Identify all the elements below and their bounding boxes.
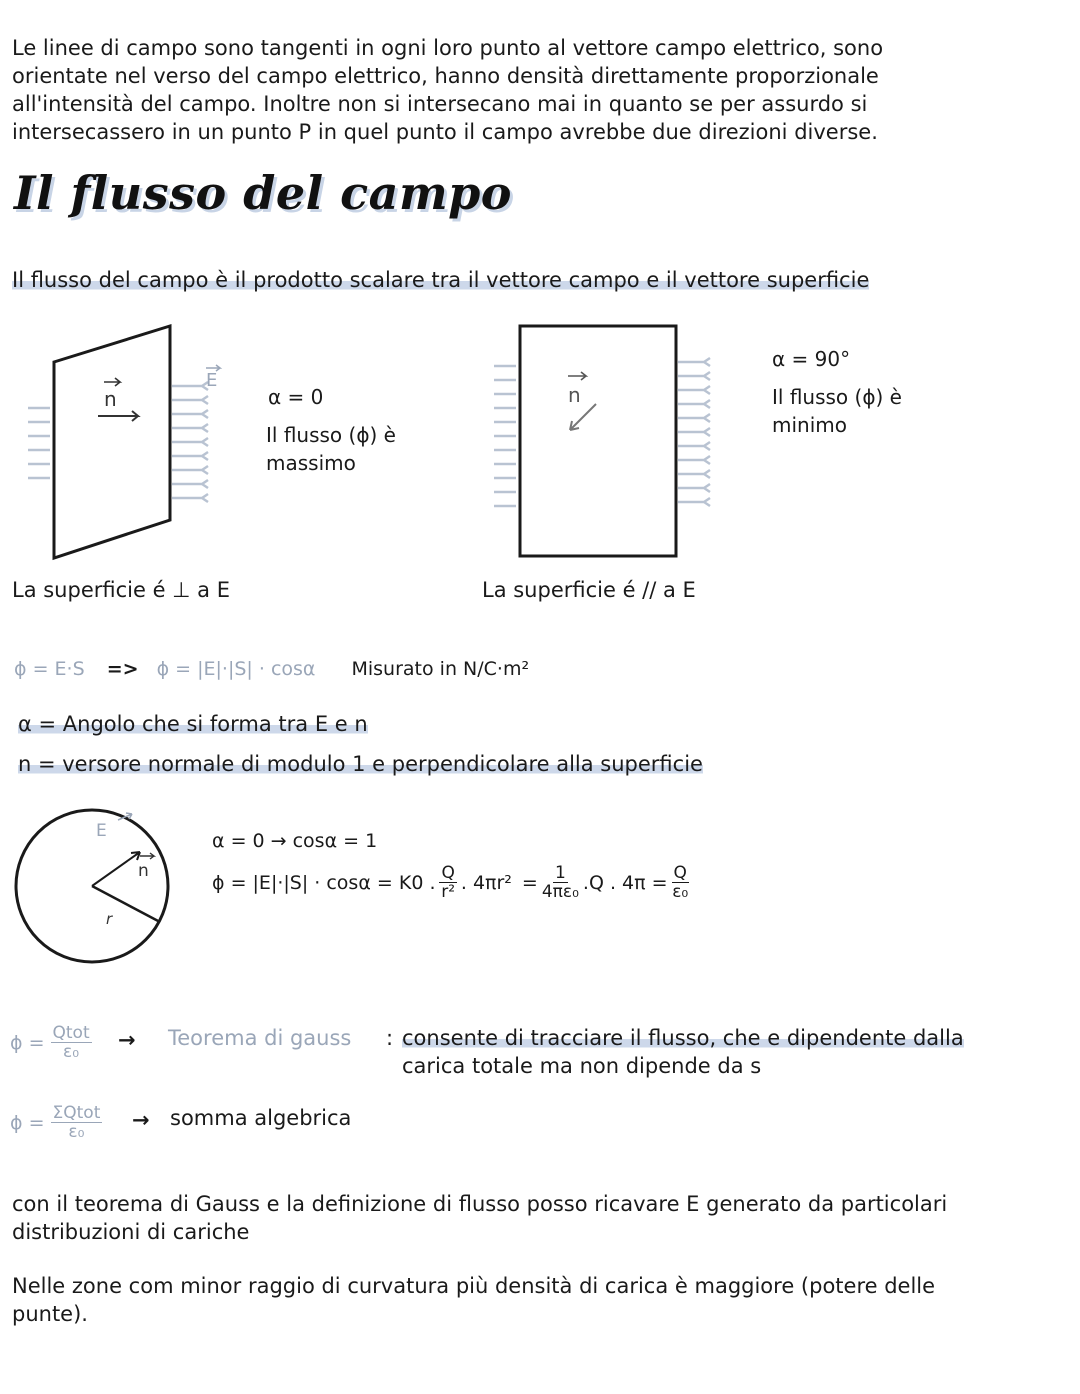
parallel-surface-diagram <box>490 318 730 568</box>
phi-cos-formula: ϕ = |E|·|S| · cosα <box>156 658 316 680</box>
intro-line: intersecassero in un punto P in quel punto il campo avrebbe due direzioni diverse. <box>12 120 878 144</box>
surface-plate <box>54 326 170 558</box>
section-title: Il flusso del campo <box>14 166 512 220</box>
gauss-eps0: ε₀ <box>63 1042 80 1062</box>
sphere-area: . 4πr² <box>460 871 512 894</box>
field-lines-left <box>28 408 50 478</box>
phi-es-formula: ϕ = E·S <box>14 658 85 680</box>
algebraic-sum-label: somma algebrica <box>170 1106 352 1130</box>
e-vector-label: E <box>206 370 218 391</box>
field-arrows-parallel-right <box>678 358 710 506</box>
eps0-denominator: ε₀ <box>672 882 689 902</box>
gauss-desc-line2: carica totale ma non dipende da s <box>402 1054 762 1078</box>
alpha-ninety-label: α = 90° <box>772 347 851 371</box>
flux-min-line1: Il flusso (ϕ) è <box>772 385 902 409</box>
sphere-flux-derivation <box>212 864 689 901</box>
gauss-desc-line1: consente di tracciare il flusso, che e dipendente dalla <box>402 1026 964 1050</box>
qtot-over-eps0 <box>51 1024 92 1061</box>
flux-max-line1: Il flusso (ϕ) è <box>266 423 396 447</box>
n-legend-text: n = versore normale di modulo 1 e perpendicolare alla superficie <box>18 752 703 776</box>
gauss-sum-formula <box>10 1104 102 1141</box>
sum-qtot-numerator: ΣQtot <box>52 1103 101 1123</box>
n-vector-hat <box>104 378 120 386</box>
conclusion-paragraph <box>12 1190 947 1246</box>
e-label-sphere: E <box>96 821 107 841</box>
q-over-eps0 <box>672 864 689 901</box>
phi-expression: ϕ = |E|·|S| · cosα = K0 . <box>212 871 436 894</box>
gauss-sum-phi: ϕ = <box>10 1111 45 1134</box>
sum-eps0: ε₀ <box>68 1122 85 1142</box>
n-label-sphere: n <box>138 861 149 881</box>
gauss-arrow: → <box>118 1028 136 1052</box>
flux-units: Misurato in N/C·m² <box>351 658 530 680</box>
flux-min-line2: minimo <box>772 413 847 437</box>
sum-qtot-over-eps0 <box>51 1104 103 1141</box>
perpendicular-caption: La superficie é ⊥ a E <box>12 578 230 602</box>
gauss-theorem-name: Teorema di gauss <box>168 1026 352 1050</box>
normal-arrow-sphere <box>92 852 140 886</box>
surface-plate-parallel <box>520 326 676 556</box>
r2-denominator: r² <box>441 882 456 902</box>
n-legend <box>18 750 703 778</box>
curvature-paragraph <box>12 1272 935 1328</box>
radius-label: r <box>106 910 113 928</box>
gauss-phi: ϕ = <box>10 1031 45 1054</box>
intro-line: Le linee di campo sono tangenti in ogni loro punto al vettore campo elettrico, sono <box>12 36 884 60</box>
sum-arrow: → <box>132 1108 150 1132</box>
intro-line: all'intensità del campo. Inoltre non si intersecano mai in quanto se per assurdo si <box>12 92 868 116</box>
field-lines-parallel-left <box>494 366 516 506</box>
cos-condition: α = 0 → cosα = 1 <box>212 830 378 852</box>
gauss-description <box>402 1024 964 1080</box>
parallel-caption: La superficie é // a E <box>482 578 696 602</box>
normal-arrow <box>98 411 138 421</box>
alpha-legend <box>18 710 368 738</box>
perpendicular-surface-diagram <box>22 320 242 570</box>
n-vector-hat-parallel <box>568 372 586 380</box>
alpha-legend-text: α = Angolo che si forma tra E e n <box>18 712 368 736</box>
n-vector-label-parallel: n <box>568 383 581 407</box>
alpha-zero-label: α = 0 <box>268 385 324 409</box>
gauss-formula <box>10 1024 92 1061</box>
flux-definition <box>12 266 869 294</box>
flux-definition-text: Il flusso del campo è il prodotto scalare tra il vettore campo e il vettore superficie <box>12 268 870 292</box>
qtot-numerator: Qtot <box>52 1023 90 1043</box>
q-times-4pi: .Q . 4π = <box>582 871 668 894</box>
q-over-r2 <box>439 864 456 901</box>
field-arrows-right <box>172 382 208 502</box>
gauss-colon: : <box>386 1026 394 1050</box>
flux-max-line2: massimo <box>266 451 356 475</box>
flux-formula-row <box>14 656 529 682</box>
n-hat-sphere <box>140 853 154 859</box>
conclusion-line: distribuzioni di cariche <box>12 1220 250 1244</box>
radius-line <box>92 886 160 922</box>
coulomb-constant <box>542 864 579 901</box>
q-numerator-final: Q <box>673 863 687 883</box>
q-numerator: Q <box>441 863 455 883</box>
curvature-line: punte). <box>12 1302 88 1326</box>
intro-paragraph <box>12 34 883 146</box>
n-vector-label: n <box>104 387 117 411</box>
implies-symbol: => <box>106 658 139 680</box>
four-pi-eps-denominator: 4πε₀ <box>541 882 579 902</box>
gauss-sphere-diagram <box>10 806 180 966</box>
one-numerator: 1 <box>554 863 566 883</box>
conclusion-line: con il teorema di Gauss e la definizione di flusso posso ricavare E generato da particolari <box>12 1192 948 1216</box>
normal-arrow-parallel <box>570 404 596 430</box>
intro-line: orientate nel verso del campo elettrico, hanno densità direttamente proporzionale <box>12 64 879 88</box>
equals-sign: = <box>521 871 538 894</box>
curvature-line: Nelle zone com minor raggio di curvatura più densità di carica è maggiore (potere delle <box>12 1274 936 1298</box>
